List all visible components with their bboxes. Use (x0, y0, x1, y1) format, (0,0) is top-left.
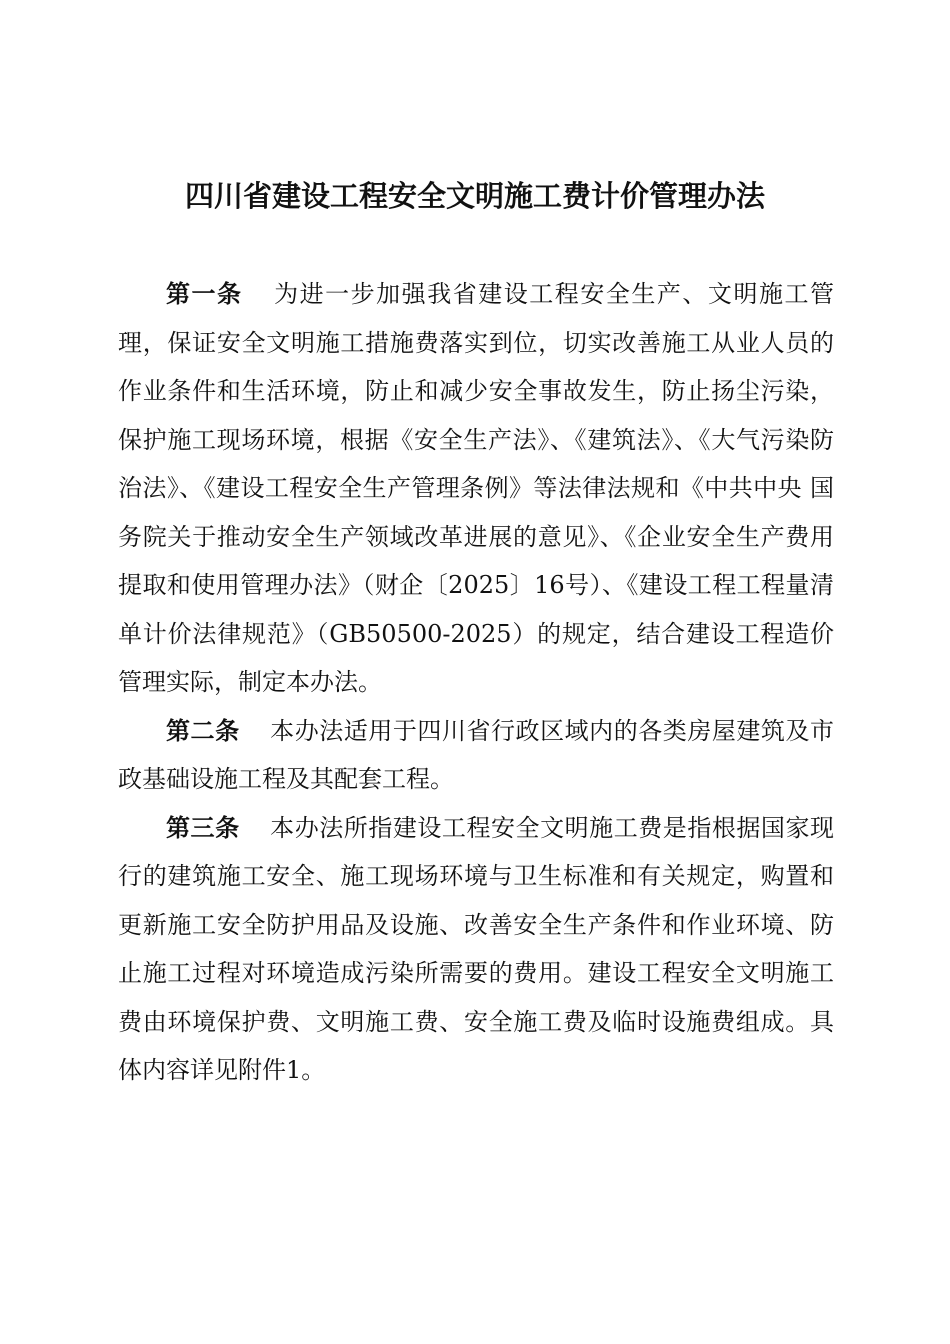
article-2 (118, 707, 834, 804)
article-2-label: 第二条 (166, 716, 240, 745)
article-2-text: 本办法适用于四川省行政区域内的各类房屋建筑及市政基础设施工程及其配套工程。 (118, 716, 835, 793)
document-body (118, 270, 834, 1095)
document-title: 四川省建设工程安全文明施工费计价管理办法 (184, 179, 765, 213)
article-1 (118, 270, 834, 707)
article-3 (118, 804, 834, 1095)
article-1-text: 为进一步加强我省建设工程安全生产、文明施工管理，保证安全文明施工措施费落实到位，切实改善施工从业人员的作业条件和生活环境，防止和减少安全事故发生，防止扬尘污染，保护施工现场环境，根据《安全生产法》、《建筑法》、《大气污染防治法》、《建设工程安全生产管理条例》等法律法规和《中共中央 国务院关于推动安全生产领域改革进展的意见》、《企业安全生产费用提取和使用管理办法》（财企〔2025〕16号）、《建设工程工程量清单计价法律规范》（GB50500-2025）的规定，结合建设工程造价管理实际，制定本办法。 (118, 280, 835, 696)
article-3-label: 第三条 (166, 813, 240, 842)
article-1-label: 第一条 (166, 280, 243, 308)
article-3-text: 本办法所指建设工程安全文明施工费是指根据国家现行的建筑施工安全、施工现场环境与卫生标准和有关规定，购置和更新施工安全防护用品及设施、改善安全生产条件和作业环境、防止施工过程对环境造成污染所需要的费用。建设工程安全文明施工费由环境保护费、文明施工费、安全施工费及临时设施费组成。具体内容详见附件1。 (118, 813, 835, 1084)
